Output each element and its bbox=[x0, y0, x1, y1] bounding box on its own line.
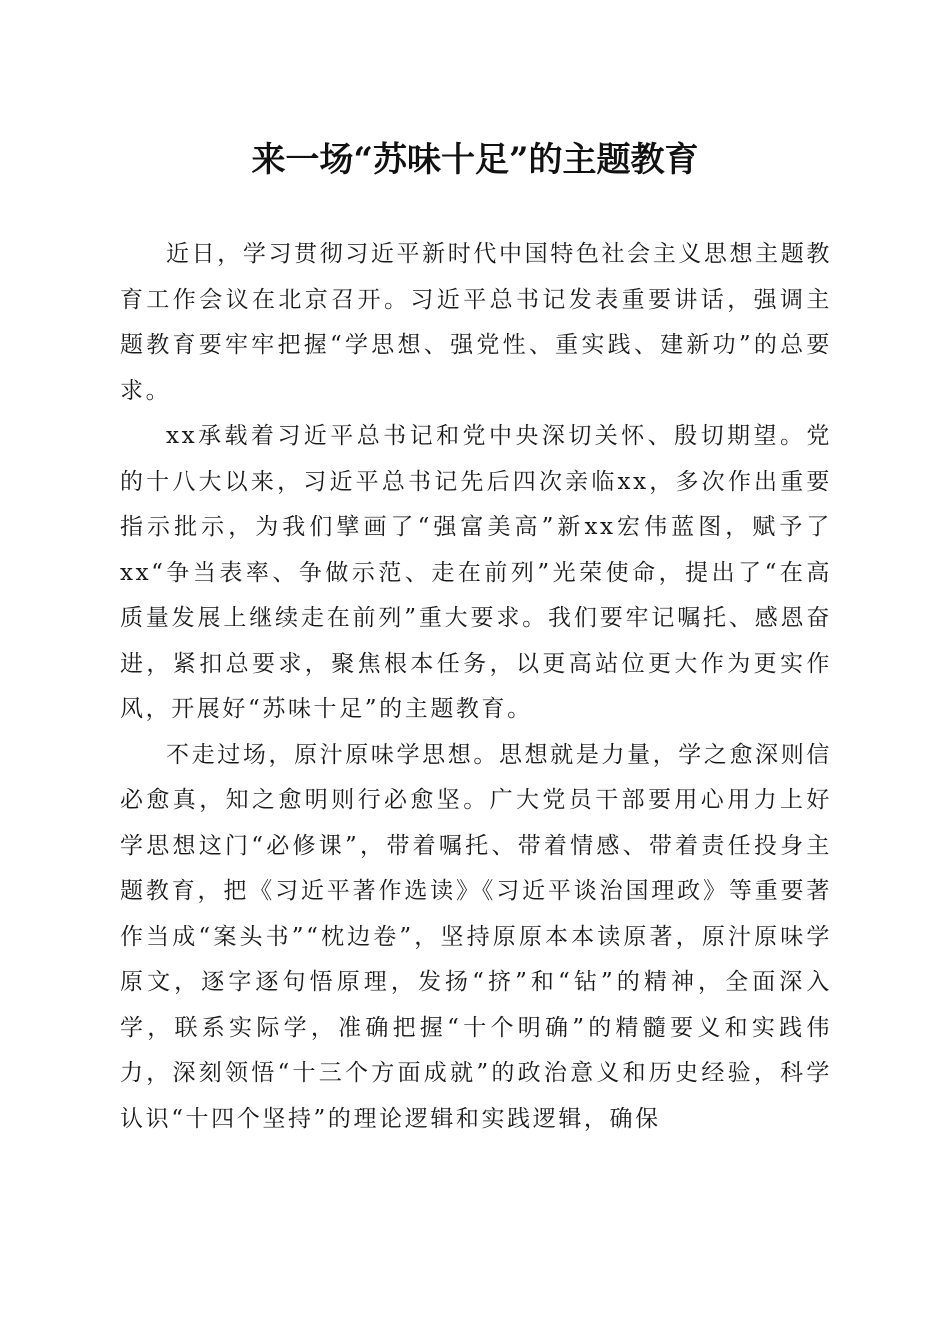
paragraph-intro: 近日，学习贯彻习近平新时代中国特色社会主义思想主题教育工作会议在北京召开。习近平总书记发表重要讲话，强调主题教育要牢牢把握“学思想、强党性、重实践、建新功”的总要求。 bbox=[120, 241, 832, 404]
paragraph-study-thought: 不走过场，原汁原味学思想。思想就是力量，学之愈深则信必愈真，知之愈明则行必愈坚。广大党员干部要用心用力上好学思想这门“必修课”，带着嘱托、带着情感、带着责任投身主题教育，把《习近平著作选读》《习近平谈治国理政》等重要著作当成“案头书”“枕边卷”，坚持原原本本读原著，原汁原味学原文，逐字逐句悟原理，发扬“挤”和“钻”的精神，全面深入学，联系实际学，准确把握“十个明确”的精髓要义和实践伟力，深刻领悟“十三个方面成就”的政治意义和历史经验，科学认识“十四个坚持”的理论逻辑和实践逻辑，确保 bbox=[120, 741, 832, 1132]
document-title: 来一场“苏味十足”的主题教育 bbox=[251, 140, 699, 180]
document-body bbox=[120, 232, 832, 1142]
paragraph-mission: xx承载着习近平总书记和党中央深切关怀、殷切期望。党的十八大以来，习近平总书记先后四次亲临xx，多次作出重要指示批示，为我们擘画了“强富美高”新xx宏伟蓝图，赋予了xx“争当表率、争做示范、走在前列”光荣使命，提出了“在高质量发展上继续走在前列”重大要求。我们要牢记嘱托、感恩奋进，紧扣总要求，聚焦根本任务，以更高站位更大作为更实作风，开展好“苏味十足”的主题教育。 bbox=[120, 423, 832, 722]
